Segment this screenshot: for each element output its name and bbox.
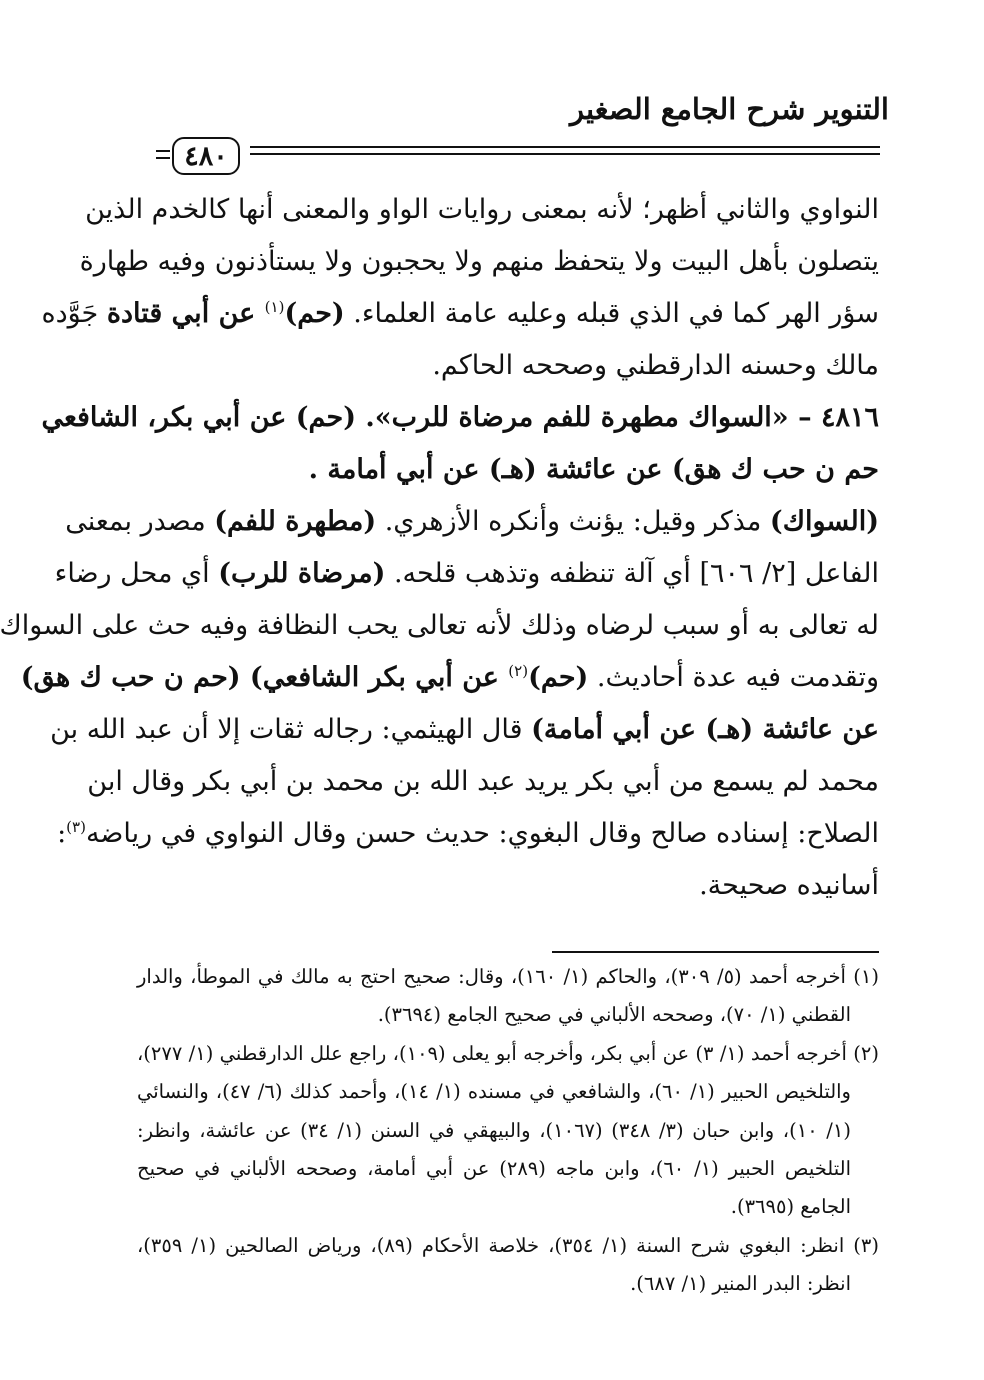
footnote-line: والتلخيص الحبير (١/ ٦٠)، والشافعي في مسنده (١/ ١٤)، وأحمد كذلك (٦/ ٤٧)، والنسائي (137, 1080, 851, 1104)
text-span: حم ن حب ك هق) عن عائشة (هـ) عن أبي أمامة . (308, 454, 879, 485)
text-span: أي محل رضاء (54, 558, 219, 589)
page-number: ٤٨٠ (184, 140, 228, 172)
text-line (79, 236, 879, 288)
footnote-ref: (٣) (66, 818, 86, 836)
text-span: قال الهيثمي: رجاله ثقات إلا أن عبد الله بن (50, 714, 532, 745)
text-span: (السواك) (769, 506, 879, 537)
header-rule-top (250, 146, 880, 148)
text-span: (مرضاة للرب) (218, 558, 386, 589)
text-span: أسانيده صحيحة. (699, 870, 879, 901)
text-line (57, 808, 879, 860)
text-span: النواوي والثاني أظهر؛ لأنه بمعنى روايات الواو والمعنى أنها كالخدم الذين (85, 194, 879, 225)
footnote-line: (١) أخرجه أحمد (٥/ ٣٠٩)، والحاكم (١/ ١٦٠)، وقال: صحيح احتج به مالك في الموطأ، والدار (137, 965, 879, 988)
header-rule-stub-top (156, 150, 170, 152)
text-span: مصدر بمعنى (65, 506, 215, 537)
text-span: يتصلون بأهل البيت ولا يتحفظ منهم ولا يحجبون ولا يستأذنون وفيه طهارة (79, 246, 879, 277)
running-header-title: التنوير شرح الجامع الصغير (570, 92, 889, 126)
text-span: مذكر وقيل: يؤنث وأنكره الأزهري. (376, 506, 770, 537)
text-span: له تعالى به أو سبب لرضاه وذلك لأنه تعالى يحب النظافة وفيه حث على السواك (0, 610, 879, 641)
text-line (87, 756, 879, 808)
text-line (65, 496, 879, 548)
text-line (0, 600, 879, 652)
text-line (137, 860, 879, 912)
text-line (137, 444, 879, 496)
footnote-line: الجامع (٣٦٩٥). (730, 1195, 851, 1219)
text-span: ٤٨١٦ – «السواك مطهرة للفم مرضاة للرب». (حم) عن أبي بكر، الشافعي (41, 402, 879, 433)
text-span: عن أبي قتادة (106, 298, 265, 329)
footnote-line: (٢) أخرجه أحمد (١/ ٣) عن أبي بكر، وأخرجه أبو يعلى (١٠٩)، راجع علل الدارقطني (١/ ٢٧٧)، (137, 1041, 879, 1065)
text-line (85, 184, 879, 236)
footnote-ref: (٢) (508, 662, 529, 680)
text-line (41, 392, 879, 444)
text-span: : (57, 818, 67, 849)
text-span: سؤر الهر كما في الذي قبله وعليه عامة العلماء. (344, 298, 879, 329)
text-line (20, 652, 879, 704)
text-line (50, 704, 879, 756)
footnote-line: القطني (١/ ٧٠)، وصححه الألباني في صحيح الجامع (٣٦٩٤). (377, 1003, 851, 1027)
footnote-line: انظر: البدر المنير (١/ ٦٨٧). (630, 1272, 851, 1296)
text-span: عن أبي بكر الشافعي) (حم ن حب ك هق) (20, 662, 509, 693)
text-span: جَوَّده (41, 298, 107, 329)
text-span: وتقدمت فيه عدة أحاديث. (588, 662, 879, 693)
text-line (54, 548, 879, 600)
footnote-ref: (١) (264, 298, 285, 316)
footnote-line: التلخيص الحبير (١/ ٦٠)، وابن ماجه (٢٨٩) عن أبي أمامة، وصححه الألباني في صحيح (137, 1156, 851, 1180)
text-line (41, 288, 879, 340)
text-span: (حم) (528, 662, 589, 693)
text-span: محمد لم يسمع من أبي بكر يريد عبد الله بن محمد بن أبي بكر وقال ابن (87, 766, 879, 797)
main-text (0, 184, 879, 912)
text-span: مالك وحسنه الدارقطني وصححه الحاكم. (432, 350, 879, 381)
text-span: الصلاح: إسناده صالح وقال البغوي: حديث حسن وقال النواوي في رياضه (85, 818, 879, 849)
footnote-separator (552, 951, 879, 953)
text-span: (مطهرة للفم) (214, 506, 377, 537)
text-span: الفاعل [٢/ ٦٠٦] أي آلة تنظفه وتذهب قلحه. (385, 558, 879, 589)
footnote-line: (١/ ١٠)، وابن حبان (٣/ ٣٤٨) (١٠٦٧)، والبيهقي في السنن (١/ ٣٤) عن عائشة، وانظر: (137, 1118, 851, 1142)
page-number-box (172, 137, 240, 175)
header-rule-stub-bottom (156, 157, 170, 159)
footnotes (137, 958, 879, 1304)
footnote-line: (٣) انظر: البغوي شرح السنة (١/ ٣٥٤)، خلاصة الأحكام (٨٩)، ورياض الصالحين (١/ ٣٥٩)، (137, 1233, 879, 1257)
text-span: عن عائشة (هـ) عن أبي أمامة) (531, 714, 879, 745)
header-rule-bottom (250, 153, 880, 155)
text-line (137, 340, 879, 392)
text-span: (حم) (284, 298, 345, 329)
